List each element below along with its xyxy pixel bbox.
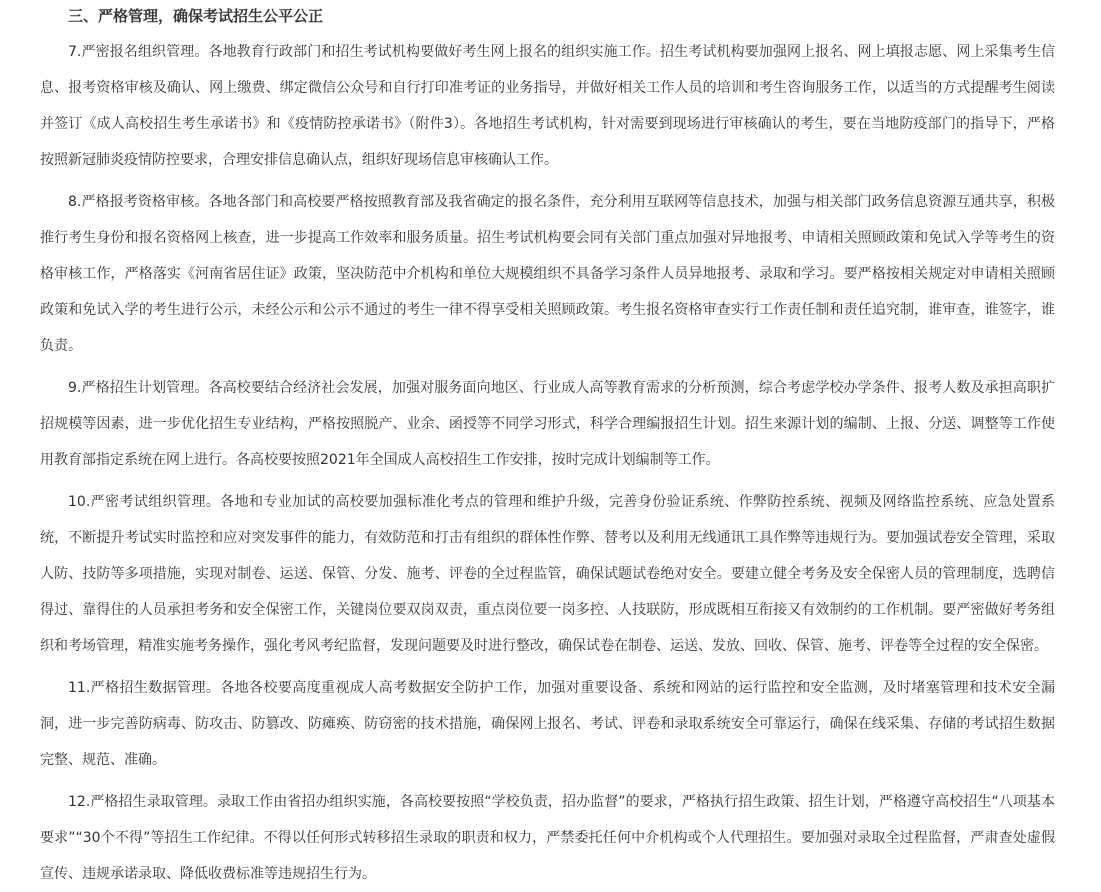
paragraph-7: 7.严密报名组织管理。各地教育行政部门和招生考试机构要做好考生网上报名的组织实施工作。招生考试机构要加强网上报名、网上填报志愿、网上采集考生信息、报考资格审核及确认、网上缴费、绑定微信公众号和自行打印准考证的业务指导，并做好相关工作人员的培训和考生咨询服务工作，以适当的方式提醒考生阅读并签订《成人高校招生考生承诺书》和《疫情防控承诺书》（附件3）。各地招生考试机构，针对需要到现场进行审核确认的考生，要在当地防疫部门的指导下，严格按照新冠肺炎疫情防控要求，合理安排信息确认点，组织好现场信息审核确认工作。 <box>40 44 1055 168</box>
paragraph-9: 9.严格招生计划管理。各高校要结合经济社会发展，加强对服务面向地区、行业成人高等教育需求的分析预测，综合考虑学校办学条件、报考人数及承担高职扩招规模等因素，进一步优化招生专业结构，严格按照脱产、业余、函授等不同学习形式，科学合理编报招生计划。招生来源计划的编制、上报、分送、调整等工作使用教育部指定系统在网上进行。各高校要按照2021年全国成人高校招生工作安排，按时完成计划编制等工作。 <box>40 380 1055 468</box>
paragraph-12: 12.严格招生录取管理。录取工作由省招办组织实施，各高校要按照“学校负责，招办监督”的要求，严格执行招生政策、招生计划，严格遵守高校招生“八项基本要求”“30个不得”等招生工作纪律。不得以任何形式转移招生录取的职责和权力，严禁委托任何中介机构或个人代理招生。要加强对录取全过程监督，严肃查处虚假宣传、违规承诺录取、降低收费标准等违规招生行为。 <box>40 794 1055 882</box>
paragraph-10: 10.严密考试组织管理。各地和专业加试的高校要加强标准化考点的管理和维护升级，完善身份验证系统、作弊防控系统、视频及网络监控系统、应急处置系统，不断提升考试实时监控和应对突发事件的能力，有效防范和打击有组织的群体性作弊、替考以及利用无线通讯工具作弊等违规行为。要加强试卷安全管理，采取人防、技防等多项措施，实现对制卷、运送、保管、分发、施考、评卷的全过程监管，确保试题试卷绝对安全。要建立健全考务及安全保密人员的管理制度，选聘信得过、靠得住的人员承担考务和安全保密工作，关键岗位要双岗双责，重点岗位要一岗多控、人技联防，形成既相互衔接又有效制约的工作机制。要严密做好考务组织和考场管理，精准实施考务操作，强化考风考纪监督，发现问题要及时进行整改，确保试卷在制卷、运送、发放、回收、保管、施考、评卷等全过程的安全保密。 <box>40 494 1055 654</box>
paragraph-11: 11.严格招生数据管理。各地各校要高度重视成人高考数据安全防护工作，加强对重要设备、系统和网站的运行监控和安全监测，及时堵塞管理和技术安全漏洞，进一步完善防病毒、防攻击、防篡改、防瘫痪、防窃密的技术措施，确保网上报名、考试、评卷和录取系统安全可靠运行，确保在线采集、存储的考试招生数据完整、规范、准确。 <box>40 680 1055 768</box>
section-heading: 三、严格管理，确保考试招生公平公正 <box>68 7 324 25</box>
paragraph-8: 8.严格报考资格审核。各地各部门和高校要严格按照教育部及我省确定的报名条件，充分利用互联网等信息技术，加强与相关部门政务信息资源互通共享，积极推行考生身份和报名资格网上核查，进一步提高工作效率和服务质量。招生考试机构要会同有关部门重点加强对异地报考、申请相关照顾政策和免试入学等考生的资格审核工作，严格落实《河南省居住证》政策，坚决防范中介机构和单位大规模组织不具备学习条件人员异地报考、录取和学习。要严格按相关规定对申请相关照顾政策和免试入学的考生进行公示，未经公示和公示不通过的考生一律不得享受相关照顾政策。考生报名资格审查实行工作责任制和责任追究制，谁审查，谁签字，谁负责。 <box>40 194 1055 354</box>
